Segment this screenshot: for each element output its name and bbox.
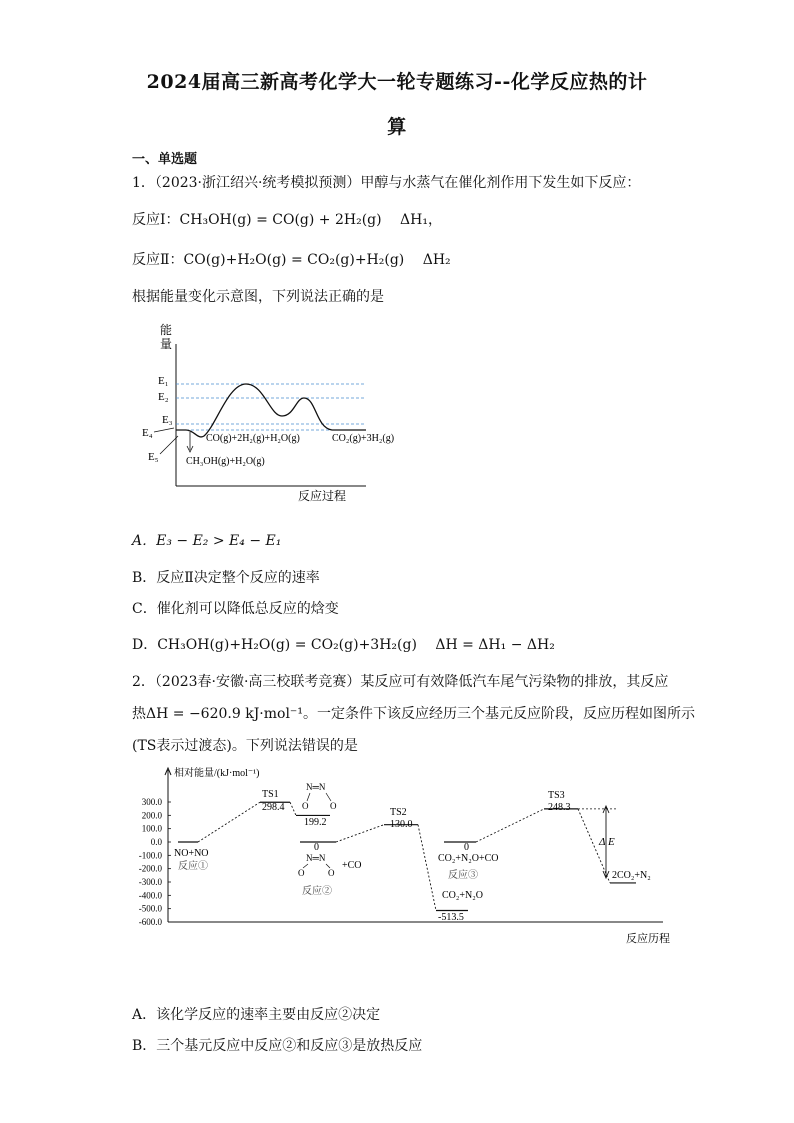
- q1-option-c: C．催化剂可以降低总反应的焓变: [132, 601, 339, 617]
- q2-ts2-label: TS2: [390, 807, 407, 818]
- q2-option-a: A．该化学反应的速率主要由反应②决定: [132, 1007, 381, 1023]
- q2-energy-profile-chart: [118, 764, 678, 952]
- q2-ytick-label: -300.0: [138, 877, 162, 887]
- section-heading: 一、单选题: [132, 152, 198, 167]
- page-title-line2: 算: [387, 116, 407, 138]
- q2-int3-label: CO₂+N₂O+CO: [438, 853, 499, 864]
- q2-connector: [476, 809, 544, 842]
- q1-species-start: CH₃OH(g)+H₂O(g): [186, 456, 265, 467]
- q1-energy-curve: [176, 384, 366, 437]
- q2-ytick-label: -600.0: [138, 917, 162, 927]
- page-title-line1: 2024届高三新高考化学大一轮专题练习--化学反应热的计: [146, 71, 648, 93]
- q2-reaction2-label: 反应②: [302, 886, 332, 897]
- q2-ts1-value: 298.4: [262, 802, 285, 813]
- q1-option-b: B．反应Ⅱ决定整个反应的速率: [132, 570, 320, 586]
- q2-int1-value: 199.2: [304, 817, 327, 828]
- q2-reaction1-label: 反应①: [178, 861, 208, 872]
- q2-final-label: 2CO₂+N₂: [612, 870, 651, 881]
- q2-int1-bond-right: [326, 793, 331, 801]
- q2-n-n-bond: N═N: [306, 782, 326, 792]
- q2-low-label: CO₂+N₂O: [442, 890, 483, 901]
- q2-stem-3: (TS表示过渡态)。下列说法错误的是: [132, 738, 358, 754]
- q2-ytick-label: -100.0: [138, 850, 162, 861]
- q2-int2-o-right: O: [328, 868, 335, 878]
- q2-stem-1: 2．（2023春·安徽·高三校联考竞赛）某反应可有效降低汽车尾气污染物的排放，其反应: [132, 674, 669, 690]
- q1-option-a: A．E₃ − E₂ > E₄ − E₁: [132, 533, 282, 549]
- q1-species-right: CO₂(g)+3H₂(g): [332, 433, 395, 444]
- q2-int1-o-right: O: [330, 801, 337, 811]
- q1-e5-arrow: [160, 436, 178, 454]
- q2-int2-n: N═N: [306, 853, 326, 863]
- q2-ts3-value: 248.3: [548, 802, 571, 813]
- q1-option-d: D．CH₃OH(g)+H₂O(g) = CO₂(g)+3H₂(g) ΔH = ΔH₁ − ΔH₂: [132, 637, 555, 653]
- q1-reaction-2: 反应Ⅱ：CO(g)+H₂O(g) = CO₂(g)+H₂(g) ΔH₂: [132, 252, 451, 268]
- q1-label-e1: E₁: [158, 375, 169, 387]
- q2-ytick-label: 100.0: [141, 823, 162, 834]
- q1-label-e2: E₂: [158, 391, 169, 403]
- q2-delta-e-label: Δ E: [599, 836, 615, 848]
- q2-start-label: NO+NO: [174, 848, 209, 859]
- q1-e4-arrow: [154, 428, 174, 432]
- q2-ts3-label: TS3: [548, 790, 565, 801]
- q2-ts1-label: TS1: [262, 789, 279, 800]
- q2-ytick-label: -400.0: [138, 890, 162, 901]
- q1-reaction-1: 反应Ⅰ：CH₃OH(g) = CO(g) + 2H₂(g) ΔH₁，: [132, 212, 442, 228]
- q1-energy-diagram: [136, 318, 436, 508]
- q1-ylabel-1: 能: [160, 323, 173, 337]
- q1-xlabel: 反应过程: [298, 489, 347, 503]
- q2-low-value: -513.5: [438, 912, 464, 923]
- q2-int2-bond-left: [303, 864, 308, 868]
- q2-connector: [336, 825, 384, 842]
- q2-ytick-label: -500.0: [138, 903, 162, 914]
- q1-stem: 1．（2023·浙江绍兴·统考模拟预测）甲醇与水蒸气在催化剂作用下发生如下反应：: [132, 175, 641, 191]
- q2-connector: [198, 802, 260, 842]
- q2-ts2-value: 130.0: [390, 819, 413, 830]
- q1-label-e3: E₃: [162, 414, 173, 426]
- q2-reaction3-label: 反应③: [448, 870, 478, 881]
- q1-question: 根据能量变化示意图，下列说法正确的是: [132, 289, 384, 305]
- q1-label-e5: E₅: [148, 451, 159, 463]
- q2-plus-co: +CO: [342, 860, 362, 871]
- q2-ytick-label: 300.0: [141, 797, 162, 807]
- q2-int2-value: 0: [314, 842, 319, 853]
- q2-chart-xlabel: 反应历程: [626, 933, 670, 945]
- q2-ytick-label: 0.0: [150, 837, 162, 847]
- q2-int2-o-left: O: [298, 868, 305, 878]
- q2-connector: [418, 825, 436, 911]
- q2-connector: [290, 802, 296, 815]
- q2-int3-value: 0: [464, 842, 469, 853]
- q2-ytick-label: 200.0: [141, 810, 162, 821]
- q2-chart-yticks: [139, 797, 171, 927]
- q2-chart-ylabel: 相对能量/(kJ·mol⁻¹): [174, 768, 260, 779]
- q2-ytick-label: -200.0: [138, 863, 162, 874]
- q2-option-b: B．三个基元反应中反应②和反应③是放热反应: [132, 1038, 423, 1054]
- q1-label-e4: E₄: [142, 427, 153, 439]
- q1-species-mid: CO(g)+2H₂(g)+H₂O(g): [206, 433, 300, 444]
- q2-int1-o-left: O: [302, 801, 309, 811]
- q2-stem-2: 热ΔH = −620.9 kJ·mol⁻¹。一定条件下该反应经历三个基元反应阶段，反应历程如图所示: [132, 706, 695, 722]
- q2-int1-bond-left: [307, 793, 310, 801]
- q1-ylabel-2: 量: [160, 337, 173, 351]
